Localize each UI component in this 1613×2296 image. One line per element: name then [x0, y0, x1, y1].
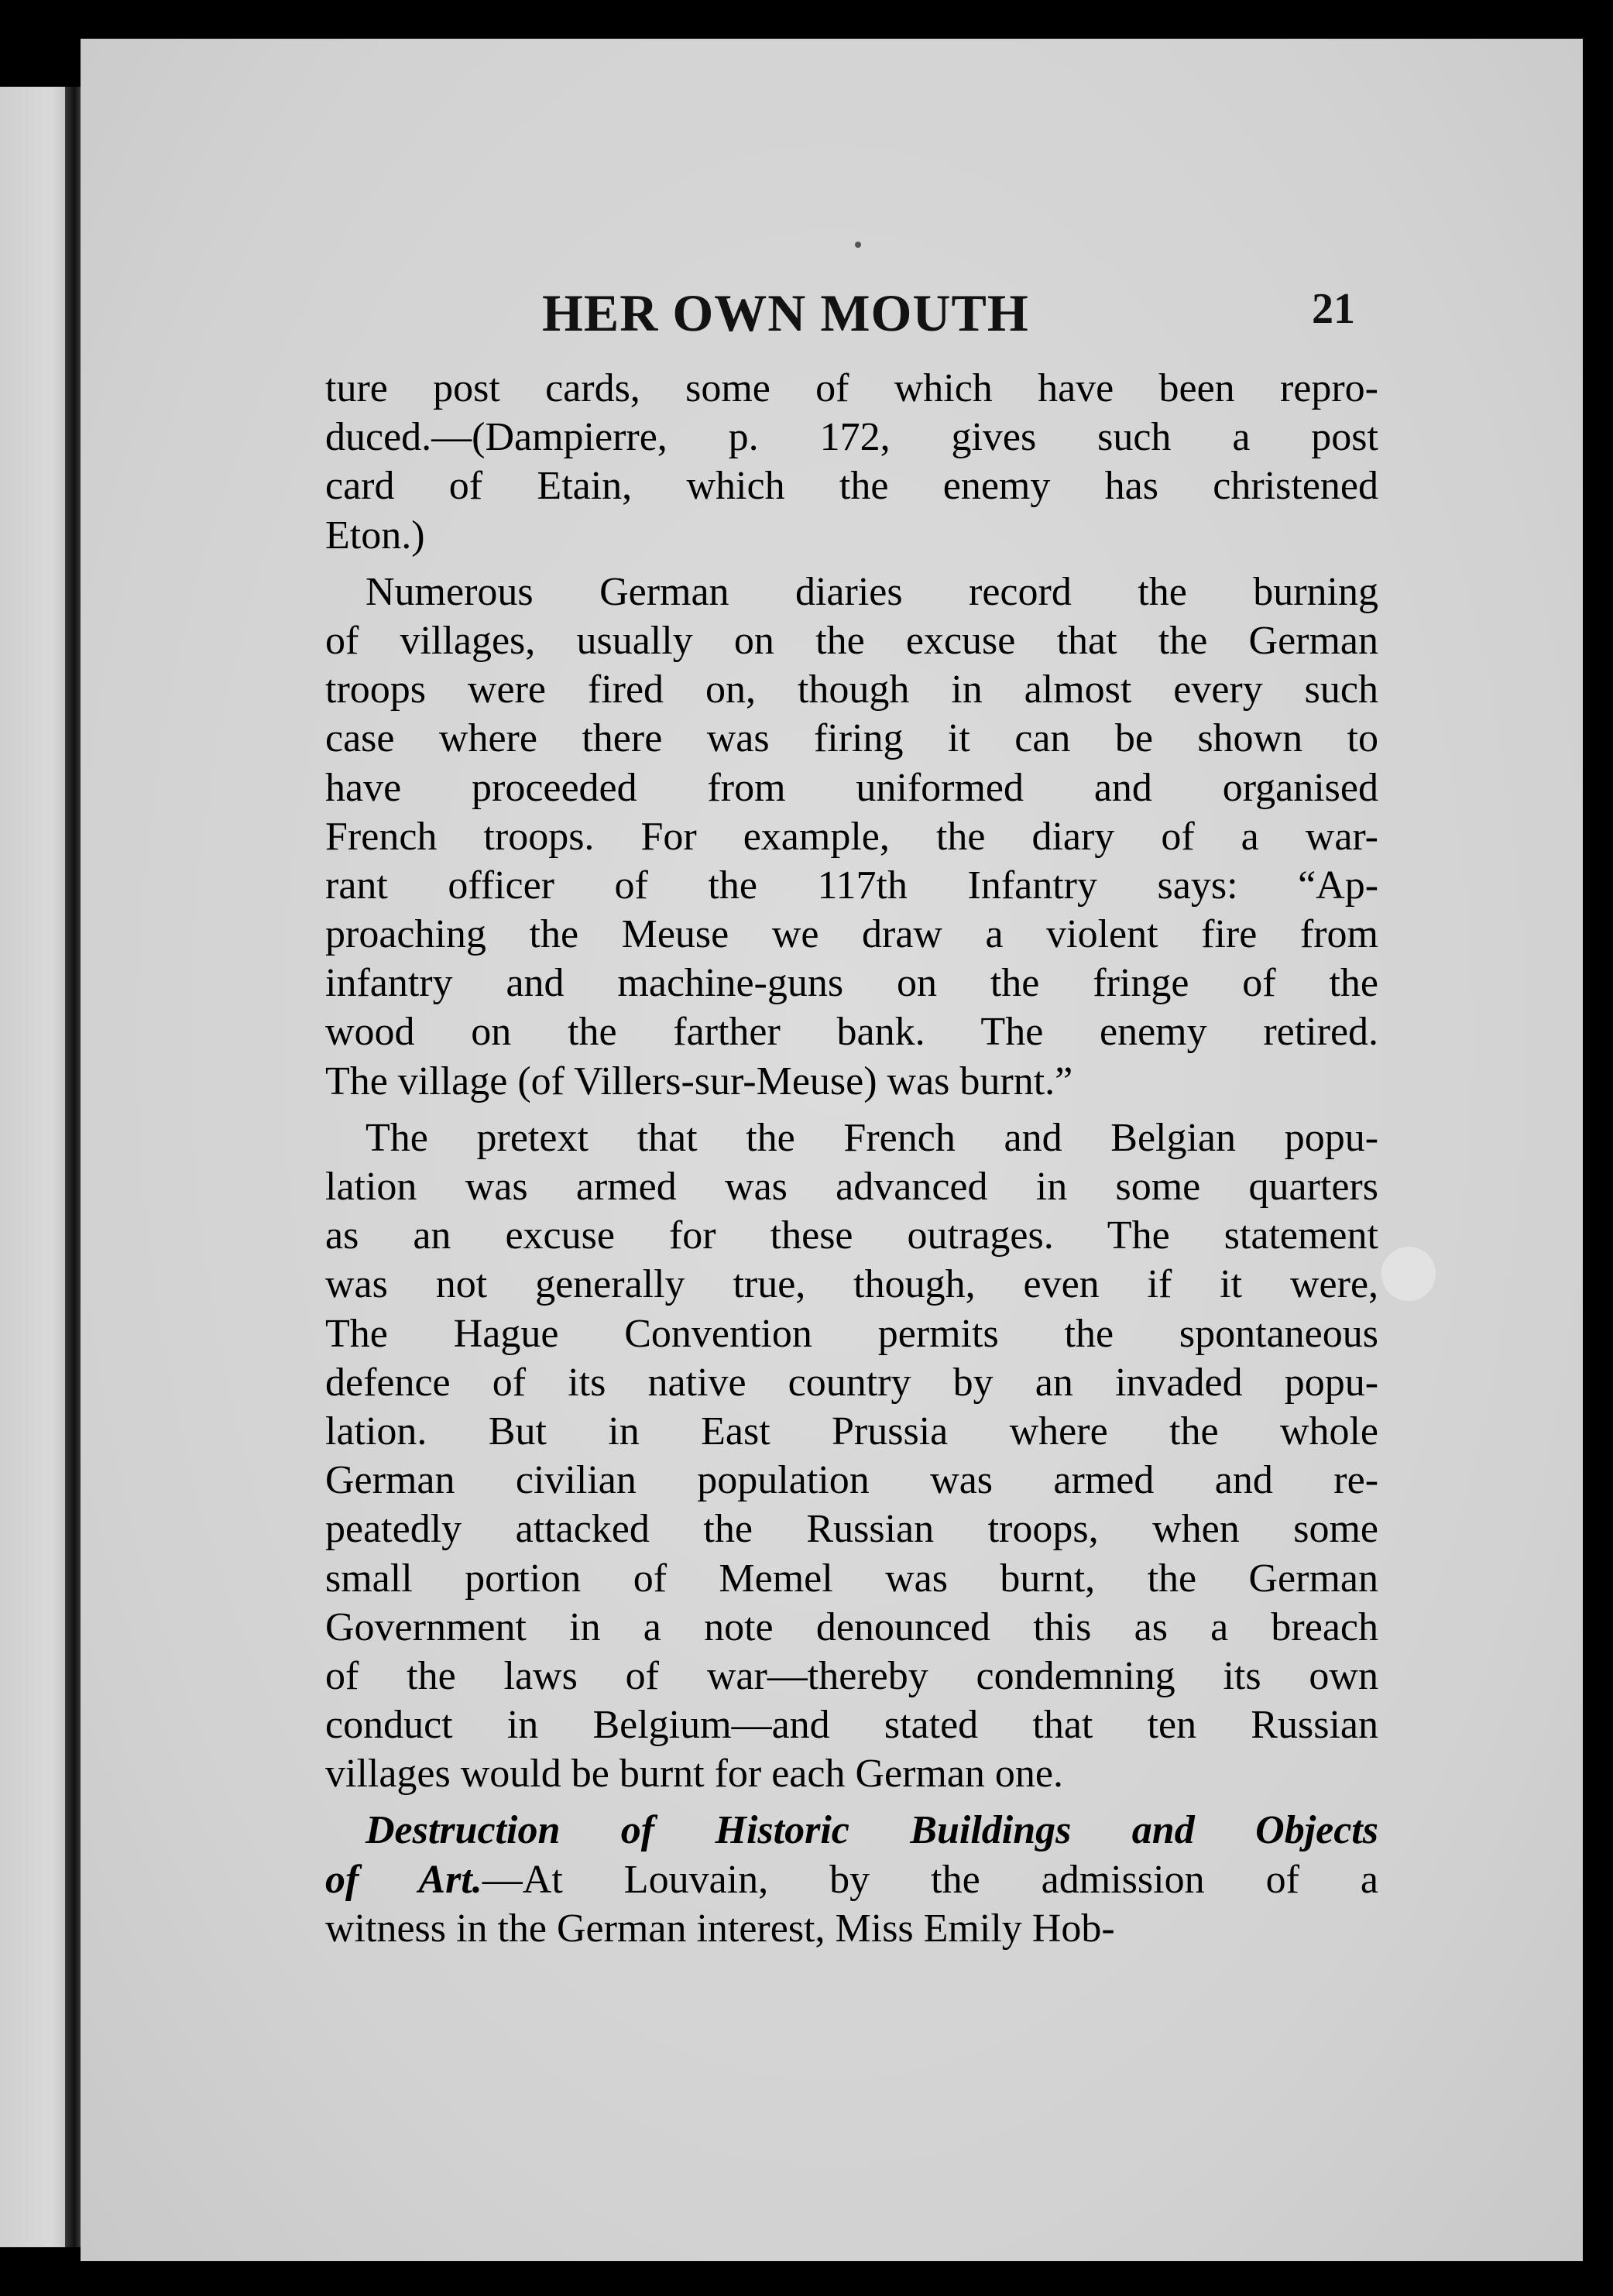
- paragraph: [325, 1806, 1378, 1953]
- text-line: The village (of Villers-sur-Meuse) was burnt.”: [325, 1059, 1073, 1103]
- text-line: conduct in Belgium—and stated that ten Russian: [325, 1703, 1378, 1748]
- text-line: [325, 1806, 1378, 1855]
- text-line: was not generally true, though, even if it were,: [325, 1262, 1379, 1307]
- page-number: 21: [1312, 285, 1355, 333]
- text-line: troops were fired on, though in almost every such: [325, 668, 1378, 712]
- body-text: [325, 364, 1378, 1953]
- paragraph: [325, 364, 1378, 560]
- running-head: [542, 267, 1456, 352]
- paragraph: [325, 1114, 1378, 1799]
- facing-page-edge: [0, 87, 74, 2247]
- text-line: lation was armed was advanced in some quarters: [325, 1165, 1378, 1209]
- text-line: have proceeded from uniformed and organised: [325, 765, 1378, 810]
- paper-stain: [1381, 1247, 1436, 1301]
- paper-speck: [855, 242, 861, 248]
- text-line: French troops. For example, the diary of a war-: [325, 814, 1378, 859]
- text-line: case where there was firing it can be shown to: [325, 716, 1378, 761]
- section-heading: Destruction of Historic Buildings and Objects: [365, 1808, 1378, 1853]
- text-line: of villages, usually on the excuse that the German: [325, 618, 1379, 663]
- text-line: villages would be burnt for each German one.: [325, 1752, 1064, 1797]
- text-line: Numerous German diaries record the burning: [365, 569, 1379, 614]
- text-line: as an excuse for these outrages. The statement: [325, 1213, 1378, 1258]
- text-line: [325, 1855, 1378, 1904]
- text-line: The Hague Convention permits the spontaneous: [325, 1311, 1378, 1356]
- text-line: lation. But in East Prussia where the whole: [325, 1409, 1378, 1453]
- text-line: proaching the Meuse we draw a violent fire from: [325, 912, 1378, 957]
- text-line: German civilian population was armed and re-: [325, 1458, 1379, 1503]
- text-line: defence of its native country by an invaded popu-: [325, 1360, 1379, 1405]
- text-run: —At Louvain, by the admission of a: [482, 1857, 1379, 1902]
- text-line: The pretext that the French and Belgian popu-: [365, 1115, 1379, 1160]
- text-line: peatedly attacked the Russian troops, when some: [325, 1507, 1379, 1552]
- section-heading-continued: of Art.: [325, 1857, 482, 1902]
- running-title: HER OWN MOUTH: [542, 283, 1029, 342]
- text-line: small portion of Memel was burnt, the German: [325, 1556, 1378, 1601]
- text-line: rant officer of the 117th Infantry says: “Ap-: [325, 863, 1379, 908]
- text-line: ture post cards, some of which have been repro-: [325, 366, 1378, 410]
- text-line: Government in a note denounced this as a breach: [325, 1604, 1378, 1649]
- text-line: card of Etain, which the enemy has christened: [325, 464, 1378, 509]
- text-line: duced.—(Dampierre, p. 172, gives such a post: [325, 415, 1378, 460]
- text-line: of the laws of war—thereby condemning its own: [325, 1653, 1378, 1698]
- text-line: witness in the German interest, Miss Emily Hob-: [325, 1906, 1115, 1951]
- text-line: Eton.): [325, 513, 425, 558]
- text-line: wood on the farther bank. The enemy retired.: [325, 1010, 1379, 1055]
- text-line: infantry and machine-guns on the fringe of the: [325, 961, 1378, 1006]
- paragraph: [325, 568, 1378, 1106]
